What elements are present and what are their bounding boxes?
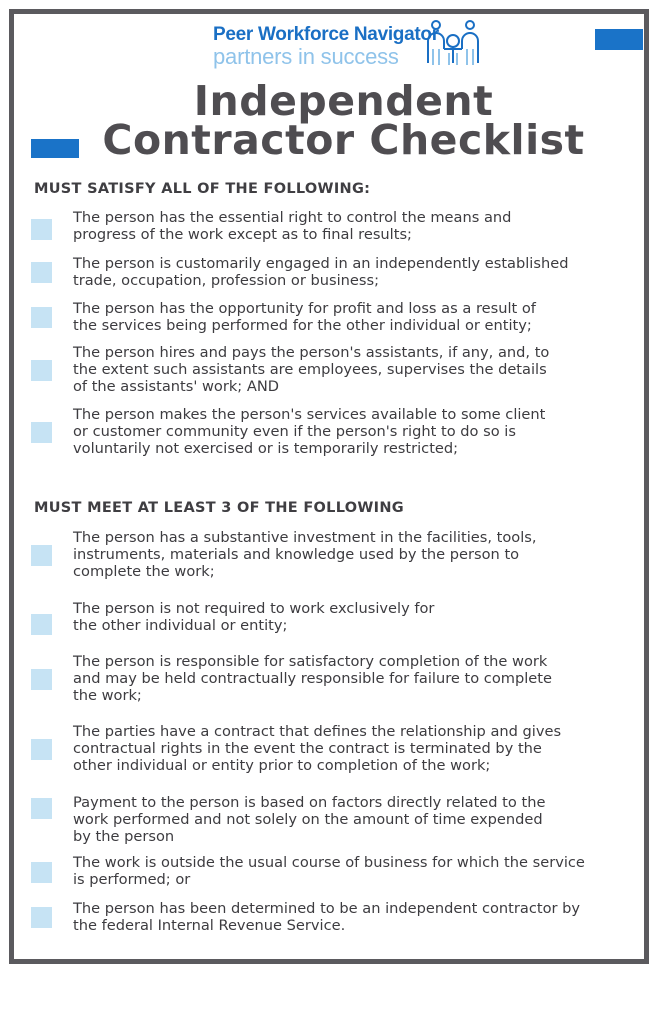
checklist-item-text: The person has the essential right to control the means and progress of the work except as to final results; bbox=[73, 209, 512, 243]
checkbox[interactable] bbox=[31, 614, 52, 635]
checklist-item-text: The person has a substantive investment in the facilities, tools, instruments, materials and knowledge used by the person to complete the work; bbox=[73, 529, 537, 580]
checklist-item-text: The person has been determined to be an independent contractor by the federal Internal Revenue Service. bbox=[73, 900, 581, 934]
checkbox[interactable] bbox=[31, 907, 52, 928]
checkbox[interactable] bbox=[31, 422, 52, 443]
checklist-item-text: The person is not required to work exclusively for the other individual or entity; bbox=[73, 600, 435, 634]
section1-heading: MUST SATISFY ALL OF THE FOLLOWING: bbox=[34, 181, 371, 197]
brand-logo bbox=[213, 24, 483, 72]
decorative-bar-top-right bbox=[595, 29, 643, 50]
section2-heading: MUST MEET AT LEAST 3 OF THE FOLLOWING bbox=[34, 500, 404, 516]
checkbox[interactable] bbox=[31, 360, 52, 381]
page-title-line2: Contractor Checklist bbox=[102, 116, 585, 164]
checklist-item-text: The parties have a contract that defines the relationship and gives contractual rights in the event the contract is terminated by the other individual or entity prior to completion of the work; bbox=[73, 723, 562, 774]
checkbox[interactable] bbox=[31, 862, 52, 883]
checkbox[interactable] bbox=[31, 219, 52, 240]
brand-tagline: partners in success bbox=[213, 44, 399, 69]
checklist-item-text: The work is outside the usual course of business for which the service is performed; or bbox=[73, 854, 585, 888]
people-connection-icon bbox=[425, 19, 481, 69]
checklist-item-text: Payment to the person is based on factors directly related to the work performed and not solely on the amount of time expended by the person bbox=[73, 794, 546, 845]
page-title-line1: Independent bbox=[193, 77, 494, 125]
checklist-item-text: The person makes the person's services available to some client or customer community even if the person's right to do so is voluntarily not exercised or is temporarily restricted; bbox=[73, 406, 546, 457]
checkbox[interactable] bbox=[31, 798, 52, 819]
checklist-item-text: The person hires and pays the person's assistants, if any, and, to the extent such assistants are employees, supervises the details of the assistants' work; AND bbox=[73, 344, 550, 395]
checklist-item-text: The person is customarily engaged in an independently established trade, occupation, profession or business; bbox=[73, 255, 569, 289]
checkbox[interactable] bbox=[31, 545, 52, 566]
checklist-item-text: The person has the opportunity for profit and loss as a result of the services being performed for the other individual or entity; bbox=[73, 300, 536, 334]
checkbox[interactable] bbox=[31, 739, 52, 760]
checklist-item-text: The person is responsible for satisfactory completion of the work and may be held contractually responsible for failure to complete the work; bbox=[73, 653, 552, 704]
brand-name: Peer Workforce Navigator bbox=[213, 24, 439, 45]
checkbox[interactable] bbox=[31, 307, 52, 328]
checkbox[interactable] bbox=[31, 262, 52, 283]
checkbox[interactable] bbox=[31, 669, 52, 690]
